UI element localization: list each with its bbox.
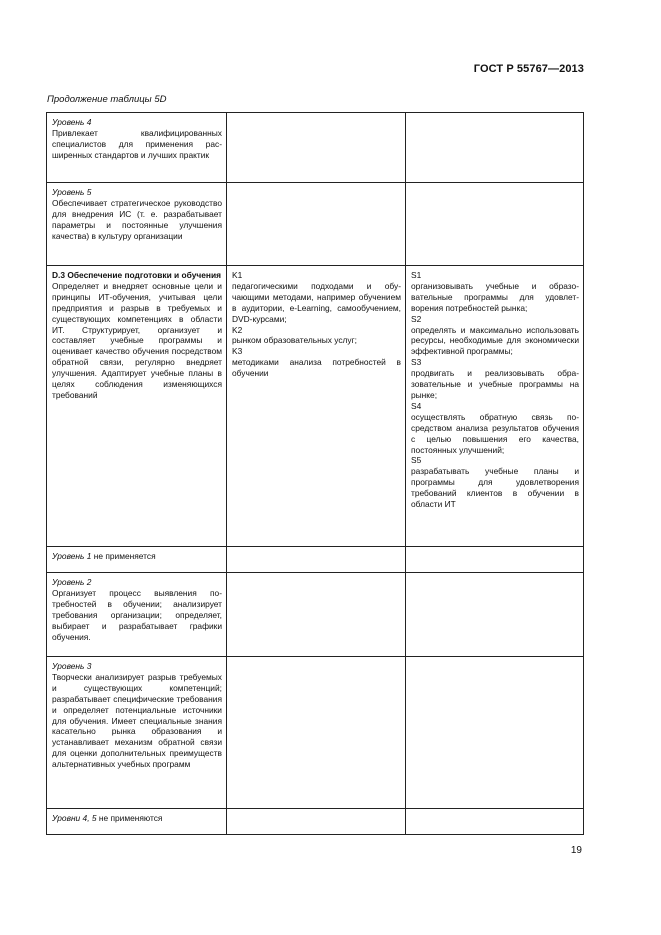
skill-code: S5 <box>411 455 422 466</box>
table-cell <box>406 809 584 835</box>
table-cell <box>406 547 584 573</box>
level-description: Обеспечивает стратегическое руководство для внедрения ИС (т. е. разрабатывает параметры и постоянные улучшения качества) в культуру организации <box>52 197 222 241</box>
table-row <box>47 183 584 266</box>
knowledge-text: рынком образовательных услуг; <box>232 335 357 346</box>
level-description: Привлекает квалифицированных специалистов для применения расширенных стандартов и лучших практик <box>52 127 222 160</box>
table-cell <box>406 657 584 809</box>
skill-text: разрабатывать учебные планы и программы для удовлетворения требований клиентов в обучении в области ИТ <box>411 466 579 510</box>
level-description: не применяются <box>96 813 163 823</box>
skill-code: S4 <box>411 400 422 411</box>
table-cell <box>47 573 227 657</box>
page-number: 19 <box>570 845 582 856</box>
knowledge-code: K2 <box>232 324 243 335</box>
level-description: Творчески анализирует разрыв требуемых и существующих компетенций; разрабатывает специфические требования и определяет потенциальные источники для обучения. Имеет специальные знания касательно рынка образования и устанавливает механизм обратной связи для оценки дополнительных преимуществ альтернативных учебных программ <box>52 671 222 770</box>
knowledge-cell <box>227 266 406 547</box>
table-cell <box>227 573 406 657</box>
table-row <box>47 657 584 809</box>
skill-code: S1 <box>411 270 422 280</box>
section-description: Определяет и внедряет основные цели и принципы ИТ-обучения, учитывая цели предприятия и разрыв в требуемых и существующих компетенциях в области ИТ. Структурирует, организует и составляет учебные программы и оценивает качество обучения посредством обратной связи, регулярно внедряет улучшения. Адаптирует учебные планы в целях соблюдения изменяющихся требований <box>52 280 222 400</box>
knowledge-text: педагогическими подходами и обучающими методами, например обучением в аудитории, e-Learning, самообучением, DVD-курсами; <box>232 280 401 324</box>
table-cell <box>47 113 227 183</box>
table-caption: Продолжение таблицы 5D <box>47 94 167 105</box>
table-cell <box>227 547 406 573</box>
table-cell <box>227 113 406 183</box>
skill-text: осуществлять обратную связь посредством анализа результатов обучения с целью повышения его качества, постоянных улучшений; <box>411 411 579 455</box>
skill-code: S2 <box>411 313 422 324</box>
table-cell <box>47 809 227 835</box>
knowledge-text: методиками анализа потребностей в обучении <box>232 357 401 379</box>
knowledge-code: K3 <box>232 346 243 357</box>
table-cell <box>47 657 227 809</box>
table-cell <box>47 547 227 573</box>
table-row <box>47 266 584 547</box>
table-cell <box>227 809 406 835</box>
table-row <box>47 113 584 183</box>
table-cell <box>47 183 227 266</box>
skill-text: организовывать учебные и образовательные программы для удовлетворения потребностей рынка; <box>411 280 579 313</box>
level-label: Уровни 4, 5 <box>52 813 97 823</box>
skill-code: S3 <box>411 357 422 368</box>
level-label: Уровень 4 <box>52 117 92 127</box>
section-title: D.3 Обеспечение подготовки и обучения <box>52 270 221 280</box>
level-description: Организует процесс выявления потребностей в обучении; анализирует требования организации; определяет, выбирает и разрабатывает графики обучения. <box>52 587 222 642</box>
table-cell <box>406 573 584 657</box>
table-cell <box>227 657 406 809</box>
skills-cell <box>406 266 584 547</box>
level-label: Уровень 2 <box>52 577 92 587</box>
level-label: Уровень 1 <box>52 551 92 561</box>
table-cell <box>227 183 406 266</box>
table-cell <box>47 266 227 547</box>
level-description: не применяется <box>91 551 156 561</box>
competence-table <box>46 112 584 835</box>
table-row <box>47 573 584 657</box>
skill-text: продвигать и реализовывать образовательные и учебные программы на рынке; <box>411 368 579 400</box>
level-label: Уровень 3 <box>52 661 92 671</box>
skill-text: определять и максимально использовать ресурсы, необходимые для экономически эффективной программы; <box>411 324 579 357</box>
knowledge-code: K1 <box>232 270 243 280</box>
table-row <box>47 809 584 835</box>
table-row <box>47 547 584 573</box>
document-code: ГОСТ Р 55767—2013 <box>473 63 584 75</box>
table-cell <box>406 113 584 183</box>
table-cell <box>406 183 584 266</box>
level-label: Уровень 5 <box>52 187 92 197</box>
